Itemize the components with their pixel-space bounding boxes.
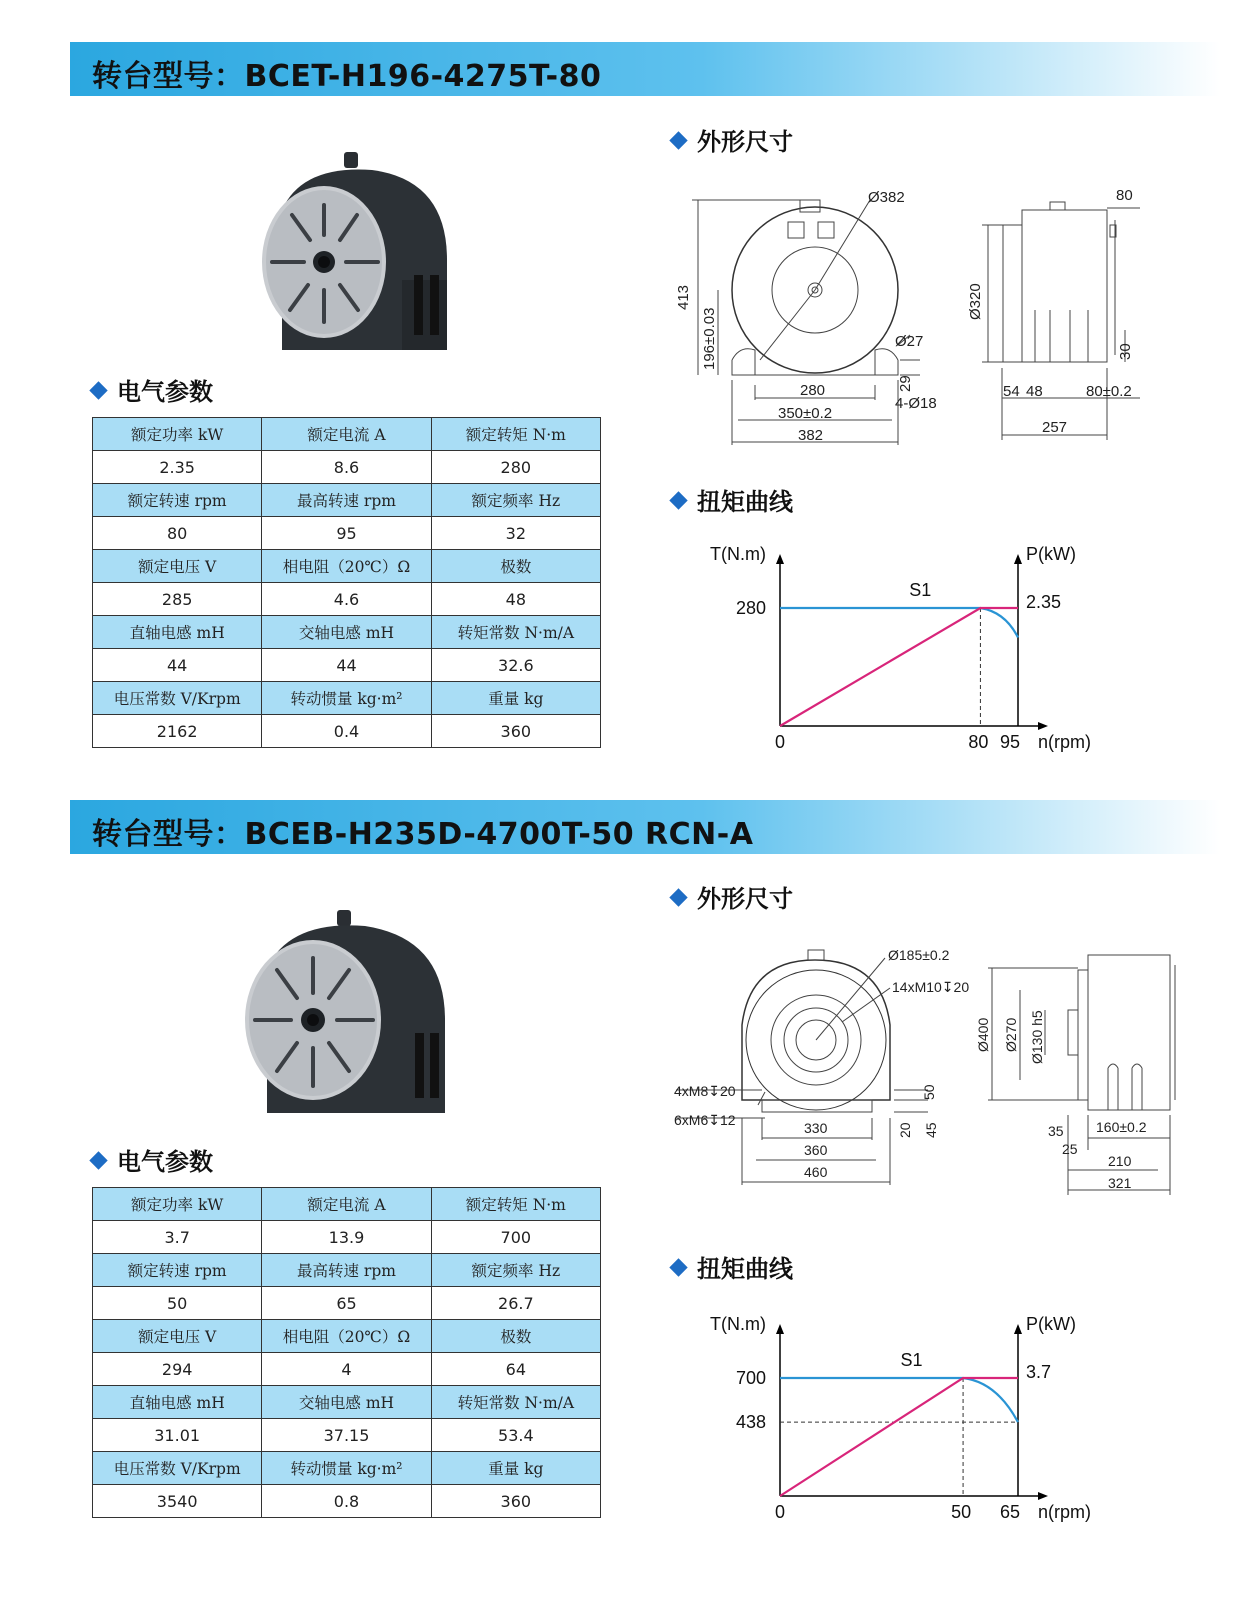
table-cell: 280 [431, 451, 600, 484]
dim-label: Ø320 [967, 283, 984, 320]
electrical-params-heading [92, 1142, 213, 1177]
table-row [93, 1188, 601, 1221]
dim-label: 54 [1003, 383, 1020, 400]
table-cell: 重量 kg [431, 682, 600, 715]
dim-label: Ø27 [895, 333, 924, 350]
dim-label: Ø130 h5 [1029, 1010, 1045, 1064]
dim-label: Ø270 [1003, 1017, 1019, 1052]
table-cell: 8.6 [262, 451, 431, 484]
table-cell: 95 [262, 517, 431, 550]
table-cell: 285 [93, 583, 262, 616]
x-tick-label: 0 [774, 1502, 786, 1522]
dim-label: 460 [804, 1164, 828, 1180]
table-row [93, 550, 601, 583]
table-cell: 额定电流 A [262, 1188, 431, 1221]
table-cell: 极数 [431, 550, 600, 583]
diamond-bullet-icon [89, 1151, 107, 1169]
table-cell: 直轴电感 mH [93, 1386, 262, 1419]
y-tick-label: 700 [735, 1368, 766, 1388]
dim-label: Ø382 [868, 189, 905, 206]
diamond-bullet-icon [669, 131, 687, 149]
table-cell: 360 [431, 1485, 600, 1518]
heading-text: 外形尺寸 [697, 885, 793, 913]
table-cell: 额定功率 kW [93, 418, 262, 451]
diamond-bullet-icon [669, 491, 687, 509]
table-row [93, 682, 601, 715]
table-cell: 2.35 [93, 451, 262, 484]
y2-tick-label: 3.7 [1026, 1362, 1052, 1382]
table-cell: 26.7 [431, 1287, 600, 1320]
torque-curve-heading [672, 482, 793, 517]
power-series-line [780, 608, 1018, 726]
table-cell: 700 [431, 1221, 600, 1254]
dim-label: 382 [798, 427, 824, 444]
heading-text: 扭矩曲线 [697, 1255, 793, 1283]
dim-label: 160±0.2 [1096, 1119, 1147, 1135]
table-row [93, 418, 601, 451]
table-cell: 额定频率 Hz [431, 1254, 600, 1287]
rotary-table-photo [245, 908, 450, 1123]
table-cell: 最高转速 rpm [262, 1254, 431, 1287]
dim-label: 257 [1042, 419, 1068, 436]
y-axis-left-arrow [776, 554, 784, 564]
table-cell: 44 [262, 649, 431, 682]
y-axis-right-arrow [1014, 554, 1022, 564]
model-banner-1 [70, 42, 1220, 96]
table-cell: 重量 kg [431, 1452, 600, 1485]
dim-label: 330 [804, 1120, 828, 1136]
x-axis-label: n(rpm) [1038, 732, 1091, 752]
y2-axis-label: P(kW) [1026, 544, 1076, 564]
electrical-params-heading [92, 372, 213, 407]
dim-label: 45 [923, 1122, 939, 1138]
table-row [93, 451, 601, 484]
table-cell: 360 [431, 715, 600, 748]
table-row [93, 1254, 601, 1287]
heading-text: 扭矩曲线 [697, 488, 793, 516]
dimension-drawing-1 [670, 180, 1160, 460]
table-cell: 13.9 [262, 1221, 431, 1254]
table-cell: 额定转矩 N·m [431, 418, 600, 451]
torque-series-line [780, 608, 1018, 638]
table-cell: 相电阻（20℃）Ω [262, 550, 431, 583]
dim-label: 14xM10↧20 [892, 979, 970, 995]
table-row [93, 1320, 601, 1353]
dim-label: 6xM6↧12 [674, 1112, 736, 1128]
table-cell: 32 [431, 517, 600, 550]
x-axis-label: n(rpm) [1038, 1502, 1091, 1522]
table-row [93, 1419, 601, 1452]
table-row [93, 1221, 601, 1254]
table-cell: 转动惯量 kg·m² [262, 1452, 431, 1485]
torque-series-line [780, 1378, 1018, 1422]
electrical-params-table [92, 417, 601, 748]
x-axis-arrow [1038, 1492, 1048, 1500]
diamond-bullet-icon [89, 381, 107, 399]
x-tick-label: 65 [1000, 1502, 1021, 1522]
table-cell: 转矩常数 N·m/A [431, 616, 600, 649]
y-axis-right-arrow [1014, 1324, 1022, 1334]
y-tick-label: 438 [735, 1412, 766, 1433]
table-row [93, 484, 601, 517]
table-cell: 80 [93, 517, 262, 550]
table-cell: 31.01 [93, 1419, 262, 1452]
table-cell: 最高转速 rpm [262, 484, 431, 517]
table-cell: 4 [262, 1353, 431, 1386]
dim-label: 196±0.03 [701, 307, 718, 370]
dim-label: 413 [675, 284, 692, 310]
dim-label: 4xM8↧20 [674, 1083, 736, 1099]
table-cell: 32.6 [431, 649, 600, 682]
table-cell: 2162 [93, 715, 262, 748]
table-cell: 64 [431, 1353, 600, 1386]
dim-label: 280 [800, 382, 826, 399]
table-row [93, 1287, 601, 1320]
table-cell: 294 [93, 1353, 262, 1386]
dim-label: 80±0.2 [1086, 383, 1132, 400]
y2-axis-label: P(kW) [1026, 1314, 1076, 1334]
x-tick-label: 0 [774, 732, 786, 752]
model-title: 转台型号：BCET-H196-4275T-80 [92, 59, 602, 94]
dim-label: 350±0.2 [778, 405, 833, 422]
model-banner-2 [70, 800, 1220, 854]
x-tick-label: 95 [1000, 732, 1021, 752]
y2-tick-label: 2.35 [1026, 592, 1062, 612]
diamond-bullet-icon [669, 1258, 687, 1276]
torque-curve-chart-2 [700, 1300, 1120, 1535]
table-row [93, 649, 601, 682]
curve-label: S1 [900, 1350, 923, 1370]
dim-label: 35 [1048, 1123, 1064, 1139]
electrical-params-table [92, 1187, 601, 1518]
dimensions-heading [672, 879, 793, 914]
dimensions-heading [672, 122, 793, 157]
dim-label: 48 [1026, 383, 1043, 400]
table-cell: 0.4 [262, 715, 431, 748]
table-cell: 额定电压 V [93, 1320, 262, 1353]
torque-curve-heading [672, 1249, 793, 1284]
table-row [93, 517, 601, 550]
table-cell: 65 [262, 1287, 431, 1320]
table-cell: 额定转矩 N·m [431, 1188, 600, 1221]
x-axis-arrow [1038, 722, 1048, 730]
dim-label: Ø185±0.2 [888, 947, 950, 963]
y-tick-label: 280 [735, 598, 766, 618]
table-cell: 44 [93, 649, 262, 682]
table-cell: 额定转速 rpm [93, 1254, 262, 1287]
table-row [93, 1353, 601, 1386]
table-cell: 额定电流 A [262, 418, 431, 451]
table-cell: 额定功率 kW [93, 1188, 262, 1221]
table-cell: 转动惯量 kg·m² [262, 682, 431, 715]
table-cell: 额定电压 V [93, 550, 262, 583]
dim-label: 25 [1062, 1141, 1078, 1157]
dim-label: 360 [804, 1142, 828, 1158]
x-tick-label: 50 [951, 1502, 972, 1522]
model-title: 转台型号：BCEB-H235D-4700T-50 RCN-A [92, 817, 754, 852]
dim-label: 50 [921, 1084, 937, 1100]
curve-label: S1 [909, 580, 932, 600]
dim-label: 20 [897, 1122, 913, 1138]
table-row [93, 1485, 601, 1518]
table-cell: 0.8 [262, 1485, 431, 1518]
rotary-table-photo [262, 150, 452, 360]
table-cell: 53.4 [431, 1419, 600, 1452]
table-cell: 37.15 [262, 1419, 431, 1452]
table-cell: 3.7 [93, 1221, 262, 1254]
power-series-line [780, 1378, 1018, 1496]
dim-label: 80 [1116, 187, 1133, 204]
table-cell: 电压常数 V/Krpm [93, 682, 262, 715]
dim-label: 29 [897, 375, 914, 392]
table-cell: 额定频率 Hz [431, 484, 600, 517]
y-axis-label: T(N.m) [710, 544, 766, 564]
table-row [93, 616, 601, 649]
table-row [93, 715, 601, 748]
table-cell: 额定转速 rpm [93, 484, 262, 517]
y-axis-left-arrow [776, 1324, 784, 1334]
table-cell: 转矩常数 N·m/A [431, 1386, 600, 1419]
x-tick-label: 80 [968, 732, 989, 752]
heading-text: 电气参数 [117, 378, 213, 406]
table-row [93, 1452, 601, 1485]
table-row [93, 1386, 601, 1419]
diamond-bullet-icon [669, 888, 687, 906]
dim-label: Ø400 [975, 1017, 991, 1052]
y-axis-label: T(N.m) [710, 1314, 766, 1334]
heading-text: 电气参数 [117, 1148, 213, 1176]
table-cell: 交轴电感 mH [262, 616, 431, 649]
table-cell: 交轴电感 mH [262, 1386, 431, 1419]
table-cell: 直轴电感 mH [93, 616, 262, 649]
torque-curve-chart-1 [700, 530, 1120, 765]
dimension-drawing-2 [670, 940, 1190, 1200]
table-cell: 极数 [431, 1320, 600, 1353]
dim-label: 210 [1108, 1153, 1132, 1169]
heading-text: 外形尺寸 [697, 128, 793, 156]
table-cell: 48 [431, 583, 600, 616]
table-row [93, 583, 601, 616]
dim-label: 321 [1108, 1175, 1132, 1191]
table-cell: 电压常数 V/Krpm [93, 1452, 262, 1485]
table-cell: 相电阻（20℃）Ω [262, 1320, 431, 1353]
table-cell: 3540 [93, 1485, 262, 1518]
table-cell: 50 [93, 1287, 262, 1320]
dim-label: 4-Ø18 [895, 395, 937, 412]
dim-label: 30 [1117, 343, 1134, 360]
table-cell: 4.6 [262, 583, 431, 616]
